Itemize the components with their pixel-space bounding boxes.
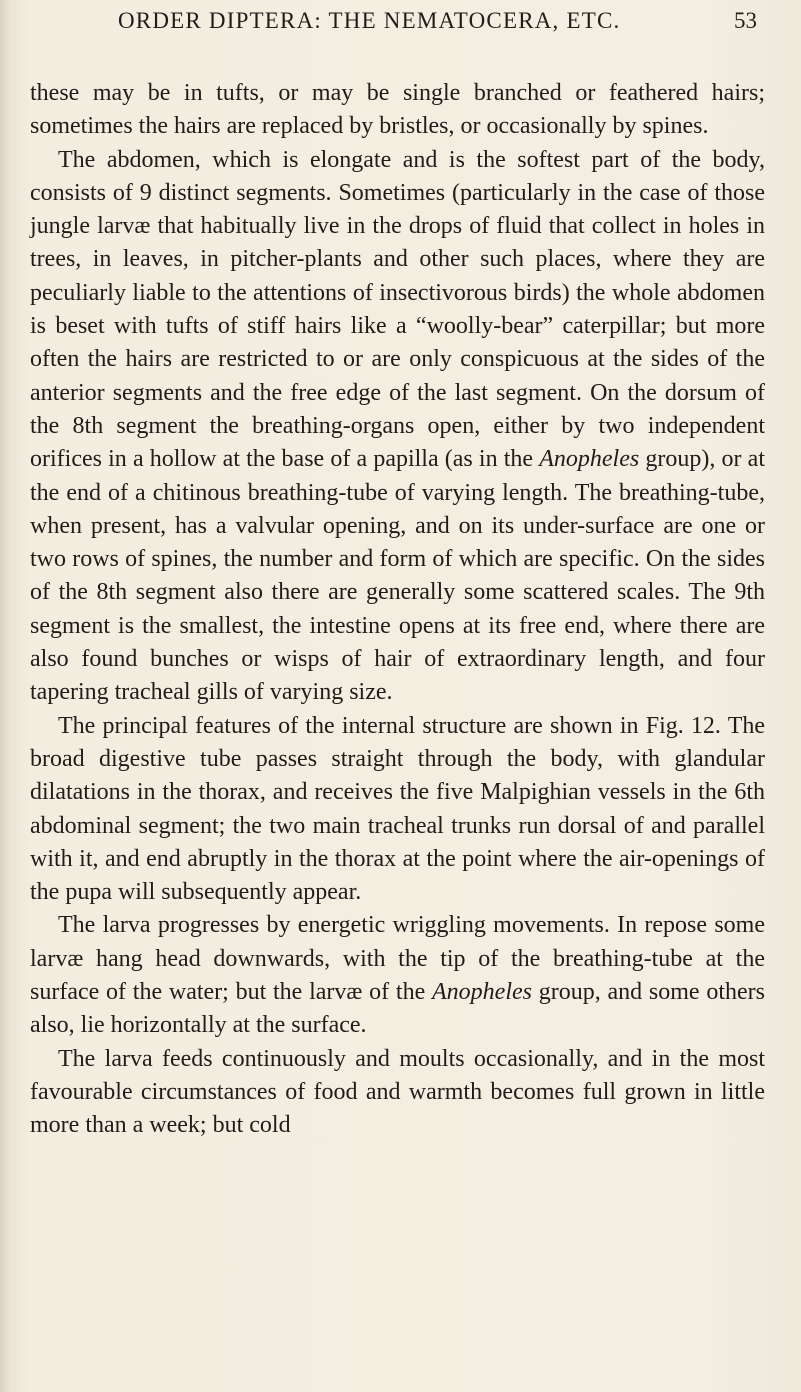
- paragraph-continued: [30, 77, 765, 144]
- text-segment: these may be in tufts, or may be single branched or feathered hairs; sometimes the hairs are replaced by bristles, or occasionally by spines.: [30, 80, 765, 140]
- running-head: ORDER DIPTERA: THE NEMATOCERA, ETC.: [118, 8, 621, 33]
- text-segment: The principal features of the internal structure are shown in Fig. 12. The broad digestive tube passes straight through the body, with glandular dilatations in the thorax, and receives the five Malpighian vessels in the 6th abdominal segment; the two main tracheal trunks run dorsal of and parallel with it, and end abruptly in the thorax at the point where the air-openings of the pupa will subsequently appear.: [30, 712, 765, 906]
- text-segment: The larva feeds continuously and moults occasionally, and in the most favourable circumstances of food and warmth becomes full grown in little more than a week; but cold: [30, 1045, 765, 1139]
- body-text: [30, 77, 765, 1143]
- page-number: 53: [734, 8, 757, 33]
- genus-name-italic: Anopheles: [539, 446, 640, 473]
- genus-name-italic: Anopheles: [432, 979, 532, 1006]
- paragraph-movement: [30, 909, 765, 1042]
- text-segment: group), or at the end of a chitinous breathing-tube of varying length. The breathing-tube, when present, has a valvular opening, and on its under-surface are one or two rows of spines, the number and form of which are specific. On the sides of the 8th segment also there are generally some scattered scales. The 9th segment is the smallest, the intestine opens at its free end, where there are also found bunches or wisps of hair of extraordinary length, and four tapering tracheal gills of varying size.: [30, 446, 765, 706]
- text-segment: The abdomen, which is elongate and is the softest part of the body, consists of 9 distinct segments. Sometimes (particularly in the case of those jungle larvæ that habitually live in the drops of fluid that collect in holes in trees, in leaves, in pitcher-plants and other such places, where they are peculiarly liable to the attentions of insectivorous birds) the whole abdomen is beset with tufts of stiff hairs like a “woolly-bear” caterpillar; but more often the hairs are restricted to or are only conspicuous at the sides of the anterior segments and the free edge of the last segment. On the dorsum of the 8th segment the breathing-organs open, either by two independent orifices in a hollow at the base of a papilla (as in the: [30, 146, 765, 473]
- page-header: [0, 4, 801, 40]
- paragraph-feeding: [30, 1043, 765, 1143]
- text-segment: The larva progresses by energetic wriggling movements. In repose some larvæ hang head downwards, with the tip of the breathing-tube at the surface of the water; but the larvæ of the: [30, 912, 765, 1006]
- paragraph-internal-structure: [30, 710, 765, 910]
- text-segment: group, and some others also, lie horizontally at the surface.: [30, 979, 765, 1039]
- paragraph-abdomen: [30, 144, 765, 710]
